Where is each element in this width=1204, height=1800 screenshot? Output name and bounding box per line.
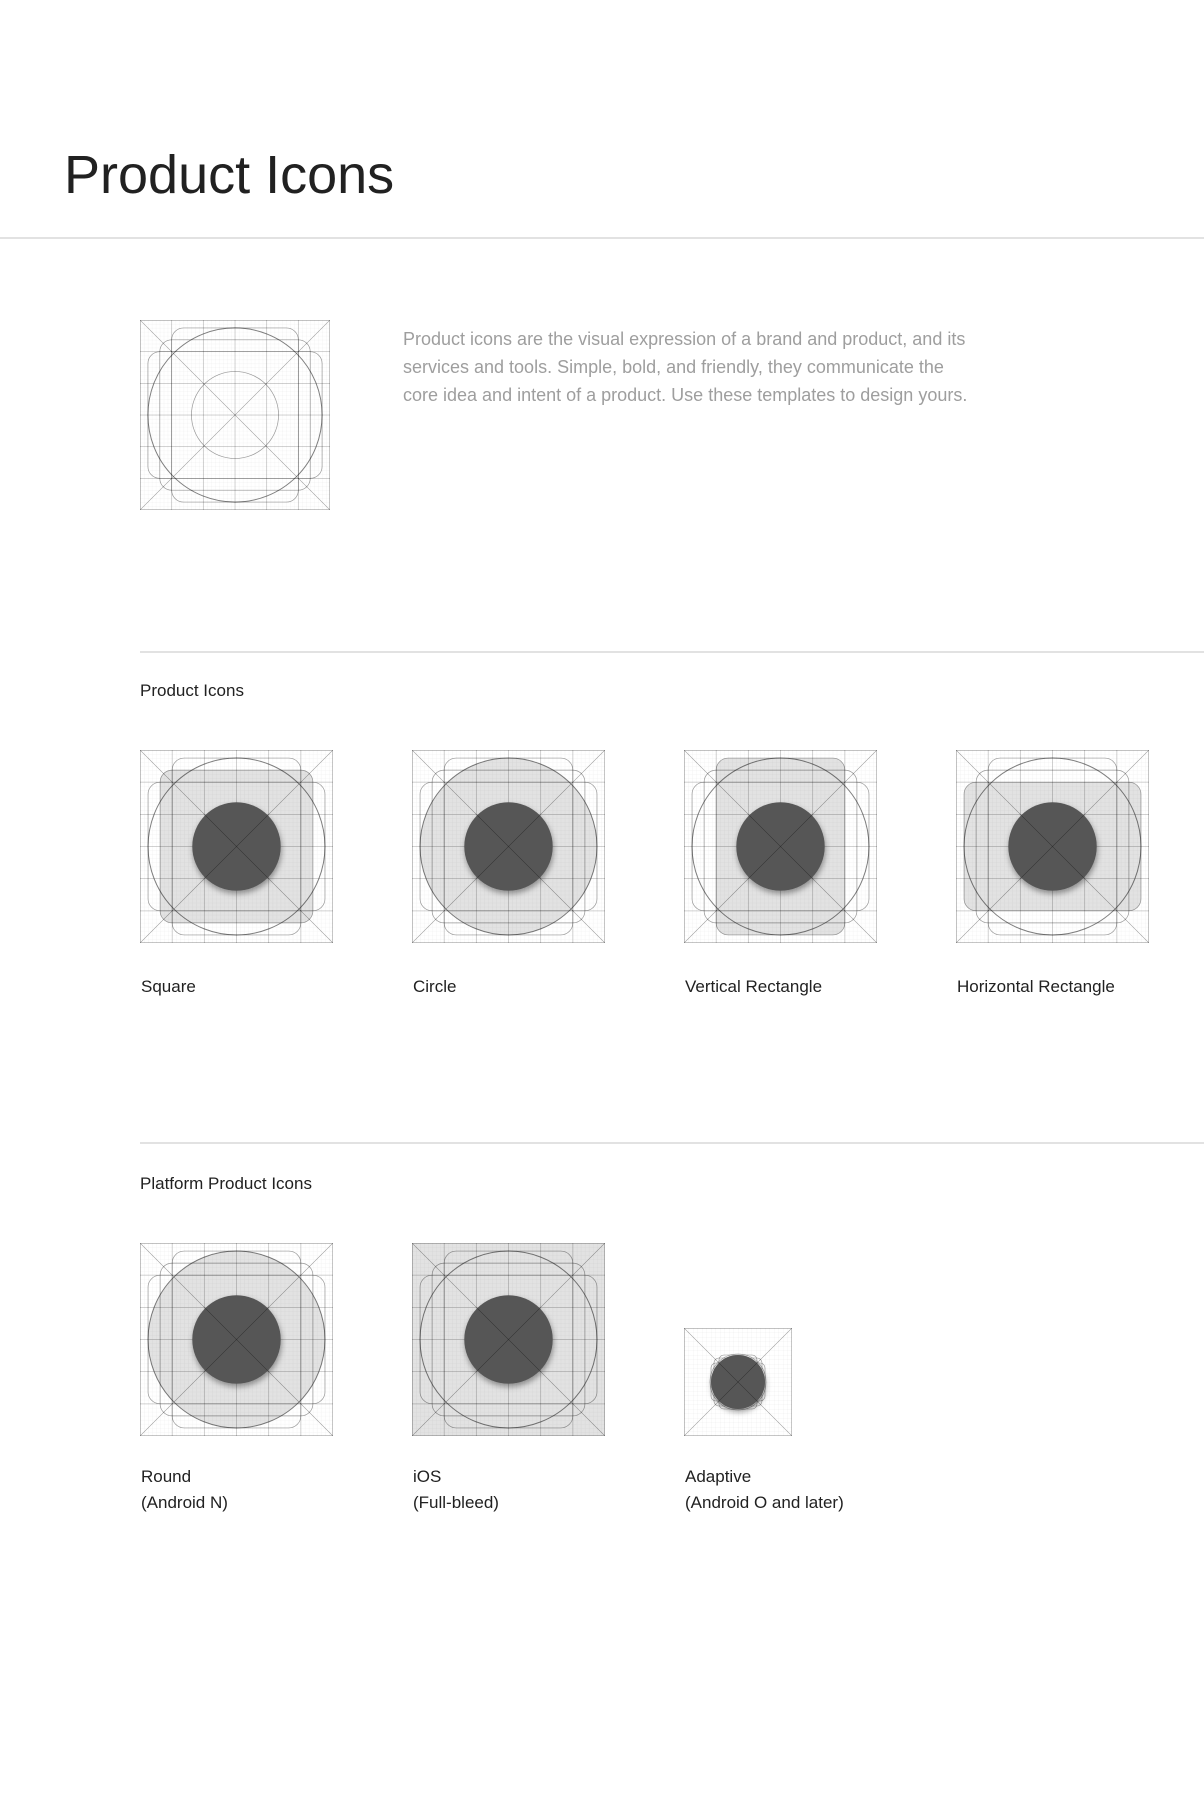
template-label-line: iOS xyxy=(413,1467,442,1486)
template-card-horizontal-rectangle xyxy=(956,750,1204,1050)
keyline-grid-vertical-rectangle-icon xyxy=(684,750,877,943)
template-card-ios xyxy=(412,1243,684,1543)
template-label-line: Square xyxy=(141,977,196,996)
keyline-grid-circle-icon xyxy=(412,750,605,943)
section-title-product-icons: Product Icons xyxy=(140,681,244,700)
template-label xyxy=(141,974,196,1000)
section-title-platform-product-icons: Platform Product Icons xyxy=(140,1174,312,1193)
template-label xyxy=(413,974,456,1000)
template-label xyxy=(685,1464,844,1516)
template-sublabel-line: (Android O and later) xyxy=(685,1493,844,1512)
product-icons-row xyxy=(140,750,1204,1080)
template-label-line: Adaptive xyxy=(685,1467,752,1486)
intro-keyline-figure xyxy=(140,320,330,510)
keyline-grid-horizontal-rectangle-icon xyxy=(956,750,1149,943)
page-title: Product Icons xyxy=(64,145,395,206)
keyline-grid-square-icon xyxy=(140,750,333,943)
template-label xyxy=(957,974,1115,1000)
intro-line: Product icons are the visual expression of a brand and product, and its xyxy=(403,329,966,349)
template-label-line: Circle xyxy=(413,977,457,996)
template-label xyxy=(413,1464,499,1516)
keyline-grid-blank-icon xyxy=(140,320,330,510)
template-label-line: Round xyxy=(141,1467,192,1486)
intro-line: services and tools. Simple, bold, and friendly, they communicate the xyxy=(403,357,944,377)
intro-paragraph xyxy=(403,325,967,409)
template-label xyxy=(685,974,822,1000)
keyline-grid-ios-icon xyxy=(412,1243,605,1436)
template-label-line: Horizontal Rectangle xyxy=(957,977,1115,996)
template-card-circle xyxy=(412,750,684,1050)
intro-line: core idea and intent of a product. Use these templates to design yours. xyxy=(403,385,968,405)
keyline-grid-round-icon xyxy=(140,1243,333,1436)
platform-product-icons-row xyxy=(140,1243,1204,1573)
template-sublabel-line: (Android N) xyxy=(141,1493,228,1512)
keyline-grid-adaptive-icon xyxy=(684,1328,792,1436)
header-divider xyxy=(0,237,1204,239)
section-divider xyxy=(140,1142,1204,1144)
template-card-round xyxy=(140,1243,412,1543)
template-sublabel-line: (Full-bleed) xyxy=(413,1493,499,1512)
template-card-adaptive xyxy=(684,1243,956,1543)
section-divider xyxy=(140,651,1204,653)
template-label-line: Vertical Rectangle xyxy=(685,977,823,996)
template-label xyxy=(141,1464,228,1516)
template-card-square xyxy=(140,750,412,1050)
template-card-vertical-rectangle xyxy=(684,750,956,1050)
